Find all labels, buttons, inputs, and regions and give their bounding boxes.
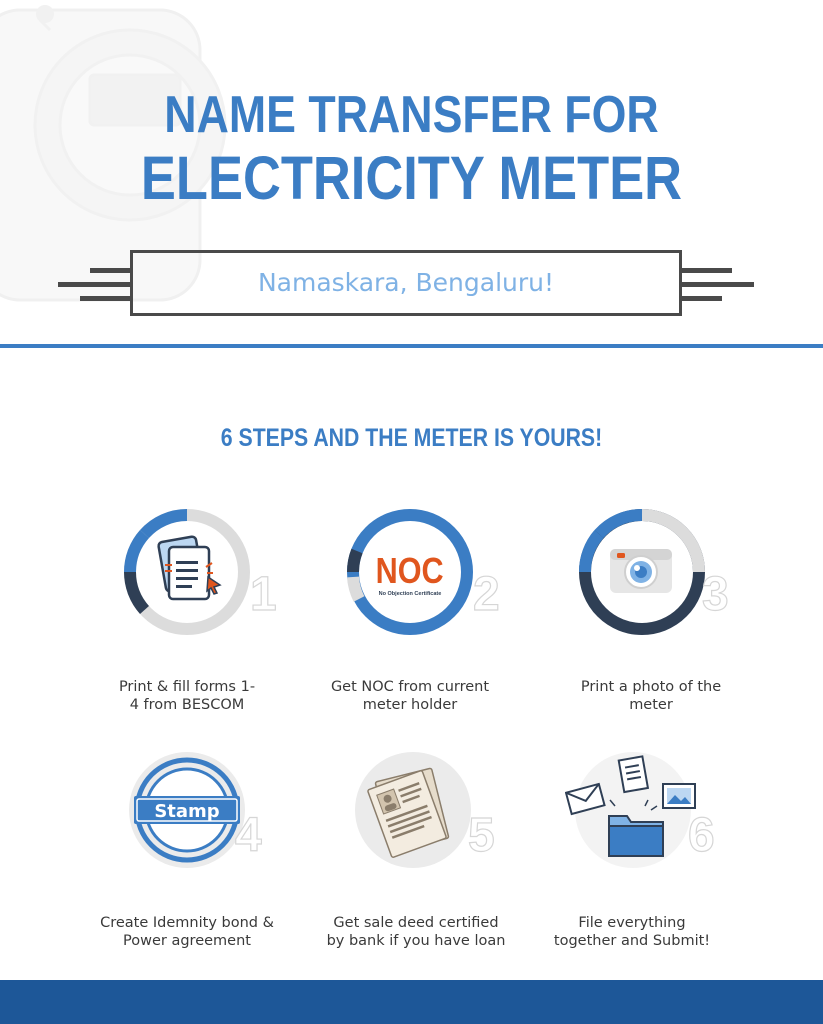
step-1-caption bbox=[72, 678, 302, 714]
step-5-caption bbox=[301, 914, 531, 950]
banner-left-stripe bbox=[58, 282, 130, 287]
caption-line: meter holder bbox=[362, 697, 458, 713]
section-subtitle: 6 STEPS AND THE METER IS YOURS! bbox=[220, 424, 603, 452]
banner-right-stripe bbox=[682, 268, 732, 273]
step-6 bbox=[565, 748, 765, 868]
step-number: 6 bbox=[688, 809, 715, 862]
footer-bar bbox=[0, 980, 823, 1024]
caption-line: Get NOC from current bbox=[330, 679, 490, 695]
greeting-text: Namaskara, Bengaluru! bbox=[257, 268, 555, 297]
step-4 bbox=[122, 748, 322, 868]
noc-text: NOC bbox=[375, 551, 444, 592]
step-4-caption bbox=[72, 914, 302, 950]
banner-left-stripe bbox=[90, 268, 130, 273]
caption-line: File everything bbox=[578, 915, 686, 931]
page-title-line-1: NAME TRANSFER FOR bbox=[164, 86, 659, 144]
step-number: 4 bbox=[235, 809, 262, 862]
step-1 bbox=[122, 507, 322, 627]
step-2-caption bbox=[295, 678, 525, 714]
banner-bottom-line bbox=[130, 313, 682, 316]
section-divider bbox=[0, 344, 823, 348]
forms-icon bbox=[122, 507, 252, 637]
page-title-line-2: ELECTRICITY METER bbox=[140, 144, 683, 212]
stamp-icon bbox=[122, 748, 252, 878]
caption-line: Create Idemnity bond & bbox=[100, 915, 274, 931]
certificate-icon bbox=[355, 748, 485, 878]
noc-icon bbox=[345, 507, 475, 637]
banner-left-stripe bbox=[80, 296, 130, 301]
banner-right-stripe bbox=[682, 296, 722, 301]
caption-line: Print & fill forms 1- bbox=[118, 679, 256, 695]
step-3-caption bbox=[536, 678, 766, 714]
step-number: 3 bbox=[702, 568, 729, 621]
caption-line: by bank if you have loan bbox=[326, 933, 506, 949]
caption-line: Power agreement bbox=[123, 933, 251, 949]
step-2 bbox=[345, 507, 545, 627]
stamp-text: Stamp bbox=[154, 801, 220, 822]
camera-icon bbox=[577, 507, 707, 637]
caption-line: together and Submit! bbox=[553, 933, 711, 949]
step-number: 1 bbox=[250, 568, 277, 621]
banner-right-stripe bbox=[682, 282, 754, 287]
step-6-caption bbox=[517, 914, 747, 950]
step-3 bbox=[577, 507, 777, 627]
banner-top-line bbox=[130, 250, 682, 253]
step-number: 5 bbox=[468, 809, 495, 862]
caption-line: meter bbox=[629, 697, 673, 713]
caption-line: Get sale deed certified bbox=[333, 915, 499, 931]
step-number: 2 bbox=[473, 568, 500, 621]
noc-subtext: No Objection Certificate bbox=[378, 591, 442, 597]
step-5 bbox=[355, 748, 555, 868]
caption-line: 4 from BESCOM bbox=[129, 697, 245, 713]
caption-line: Print a photo of the bbox=[580, 679, 722, 695]
